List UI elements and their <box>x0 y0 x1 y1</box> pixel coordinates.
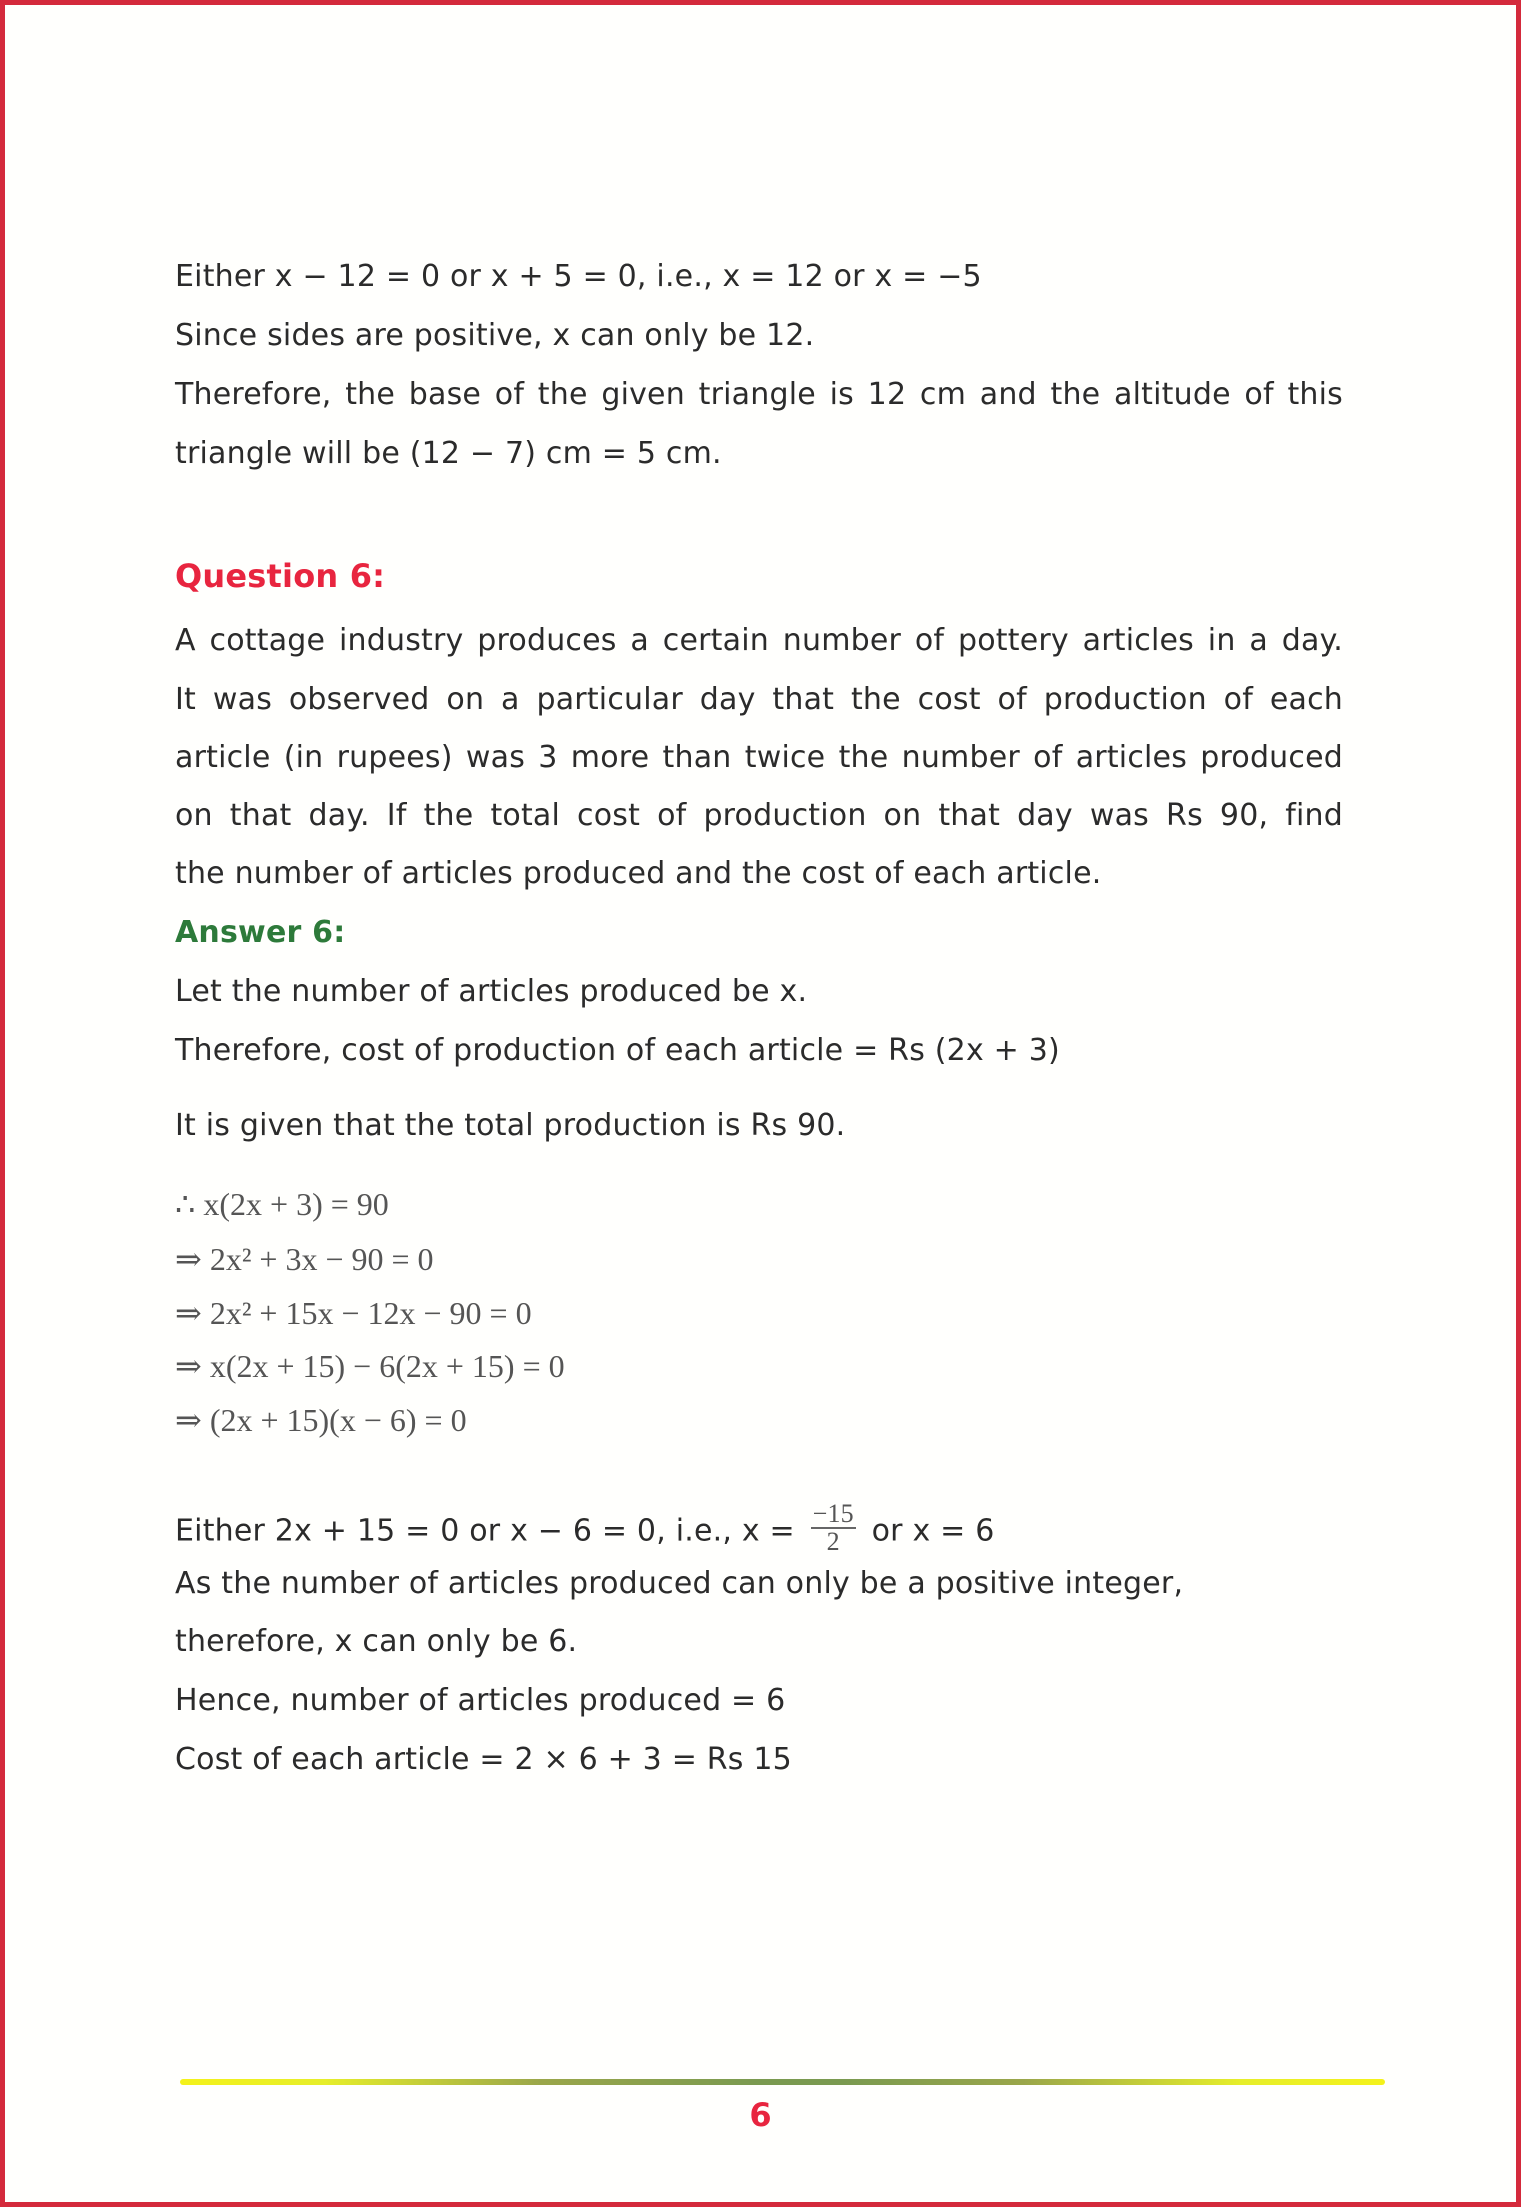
answer-line: Let the number of articles produced be x. <box>175 974 808 1009</box>
either-prefix: Either 2x + 15 = 0 or x − 6 = 0, i.e., x = <box>175 1513 795 1549</box>
question-line: article (in rupees) was 3 more than twice the number of articles produced <box>175 740 1343 775</box>
question-heading: Question 6: <box>175 557 386 595</box>
answer-heading: Answer 6: <box>175 915 346 950</box>
math-step: ⇒ x(2x + 15) − 6(2x + 15) = 0 <box>175 1348 565 1384</box>
question-line: A cottage industry produces a certain number of pottery articles in a day. <box>175 623 1343 658</box>
conclusion-line: Cost of each article = 2 × 6 + 3 = Rs 15 <box>175 1742 792 1777</box>
conclusion-line: As the number of articles produced can only be a positive integer, <box>175 1566 1184 1601</box>
math-step: ⇒ (2x + 15)(x − 6) = 0 <box>175 1402 467 1438</box>
prev-answer-line: Therefore, the base of the given triangle is 12 cm and the altitude of this <box>175 377 1343 412</box>
conclusion-line: Hence, number of articles produced = 6 <box>175 1683 786 1718</box>
fraction <box>811 1501 856 1555</box>
prev-answer-line: Either x − 12 = 0 or x + 5 = 0, i.e., x = 12 or x = −5 <box>175 259 982 294</box>
either-suffix: or x = 6 <box>871 1513 995 1549</box>
math-step: ∴ x(2x + 3) = 90 <box>175 1186 389 1222</box>
math-step: ⇒ 2x² + 3x − 90 = 0 <box>175 1241 434 1277</box>
answer-line: It is given that the total production is Rs 90. <box>175 1108 846 1143</box>
fraction-numerator: −15 <box>812 1499 854 1528</box>
prev-answer-line: triangle will be (12 − 7) cm = 5 cm. <box>175 436 722 471</box>
prev-answer-line: Since sides are positive, x can only be 12. <box>175 318 815 353</box>
page-number: 6 <box>749 2096 772 2134</box>
question-line: It was observed on a particular day that the cost of production of each <box>175 682 1343 717</box>
fraction-denominator: 2 <box>826 1527 840 1556</box>
conclusion-line: therefore, x can only be 6. <box>175 1624 578 1659</box>
math-step: ⇒ 2x² + 15x − 12x − 90 = 0 <box>175 1295 532 1331</box>
answer-line: Therefore, cost of production of each article = Rs (2x + 3) <box>175 1033 1060 1068</box>
question-line: the number of articles produced and the cost of each article. <box>175 856 1102 891</box>
either-line <box>175 1499 995 1559</box>
question-line: on that day. If the total cost of production on that day was Rs 90, find <box>175 798 1343 833</box>
footer-divider <box>180 2079 1385 2085</box>
